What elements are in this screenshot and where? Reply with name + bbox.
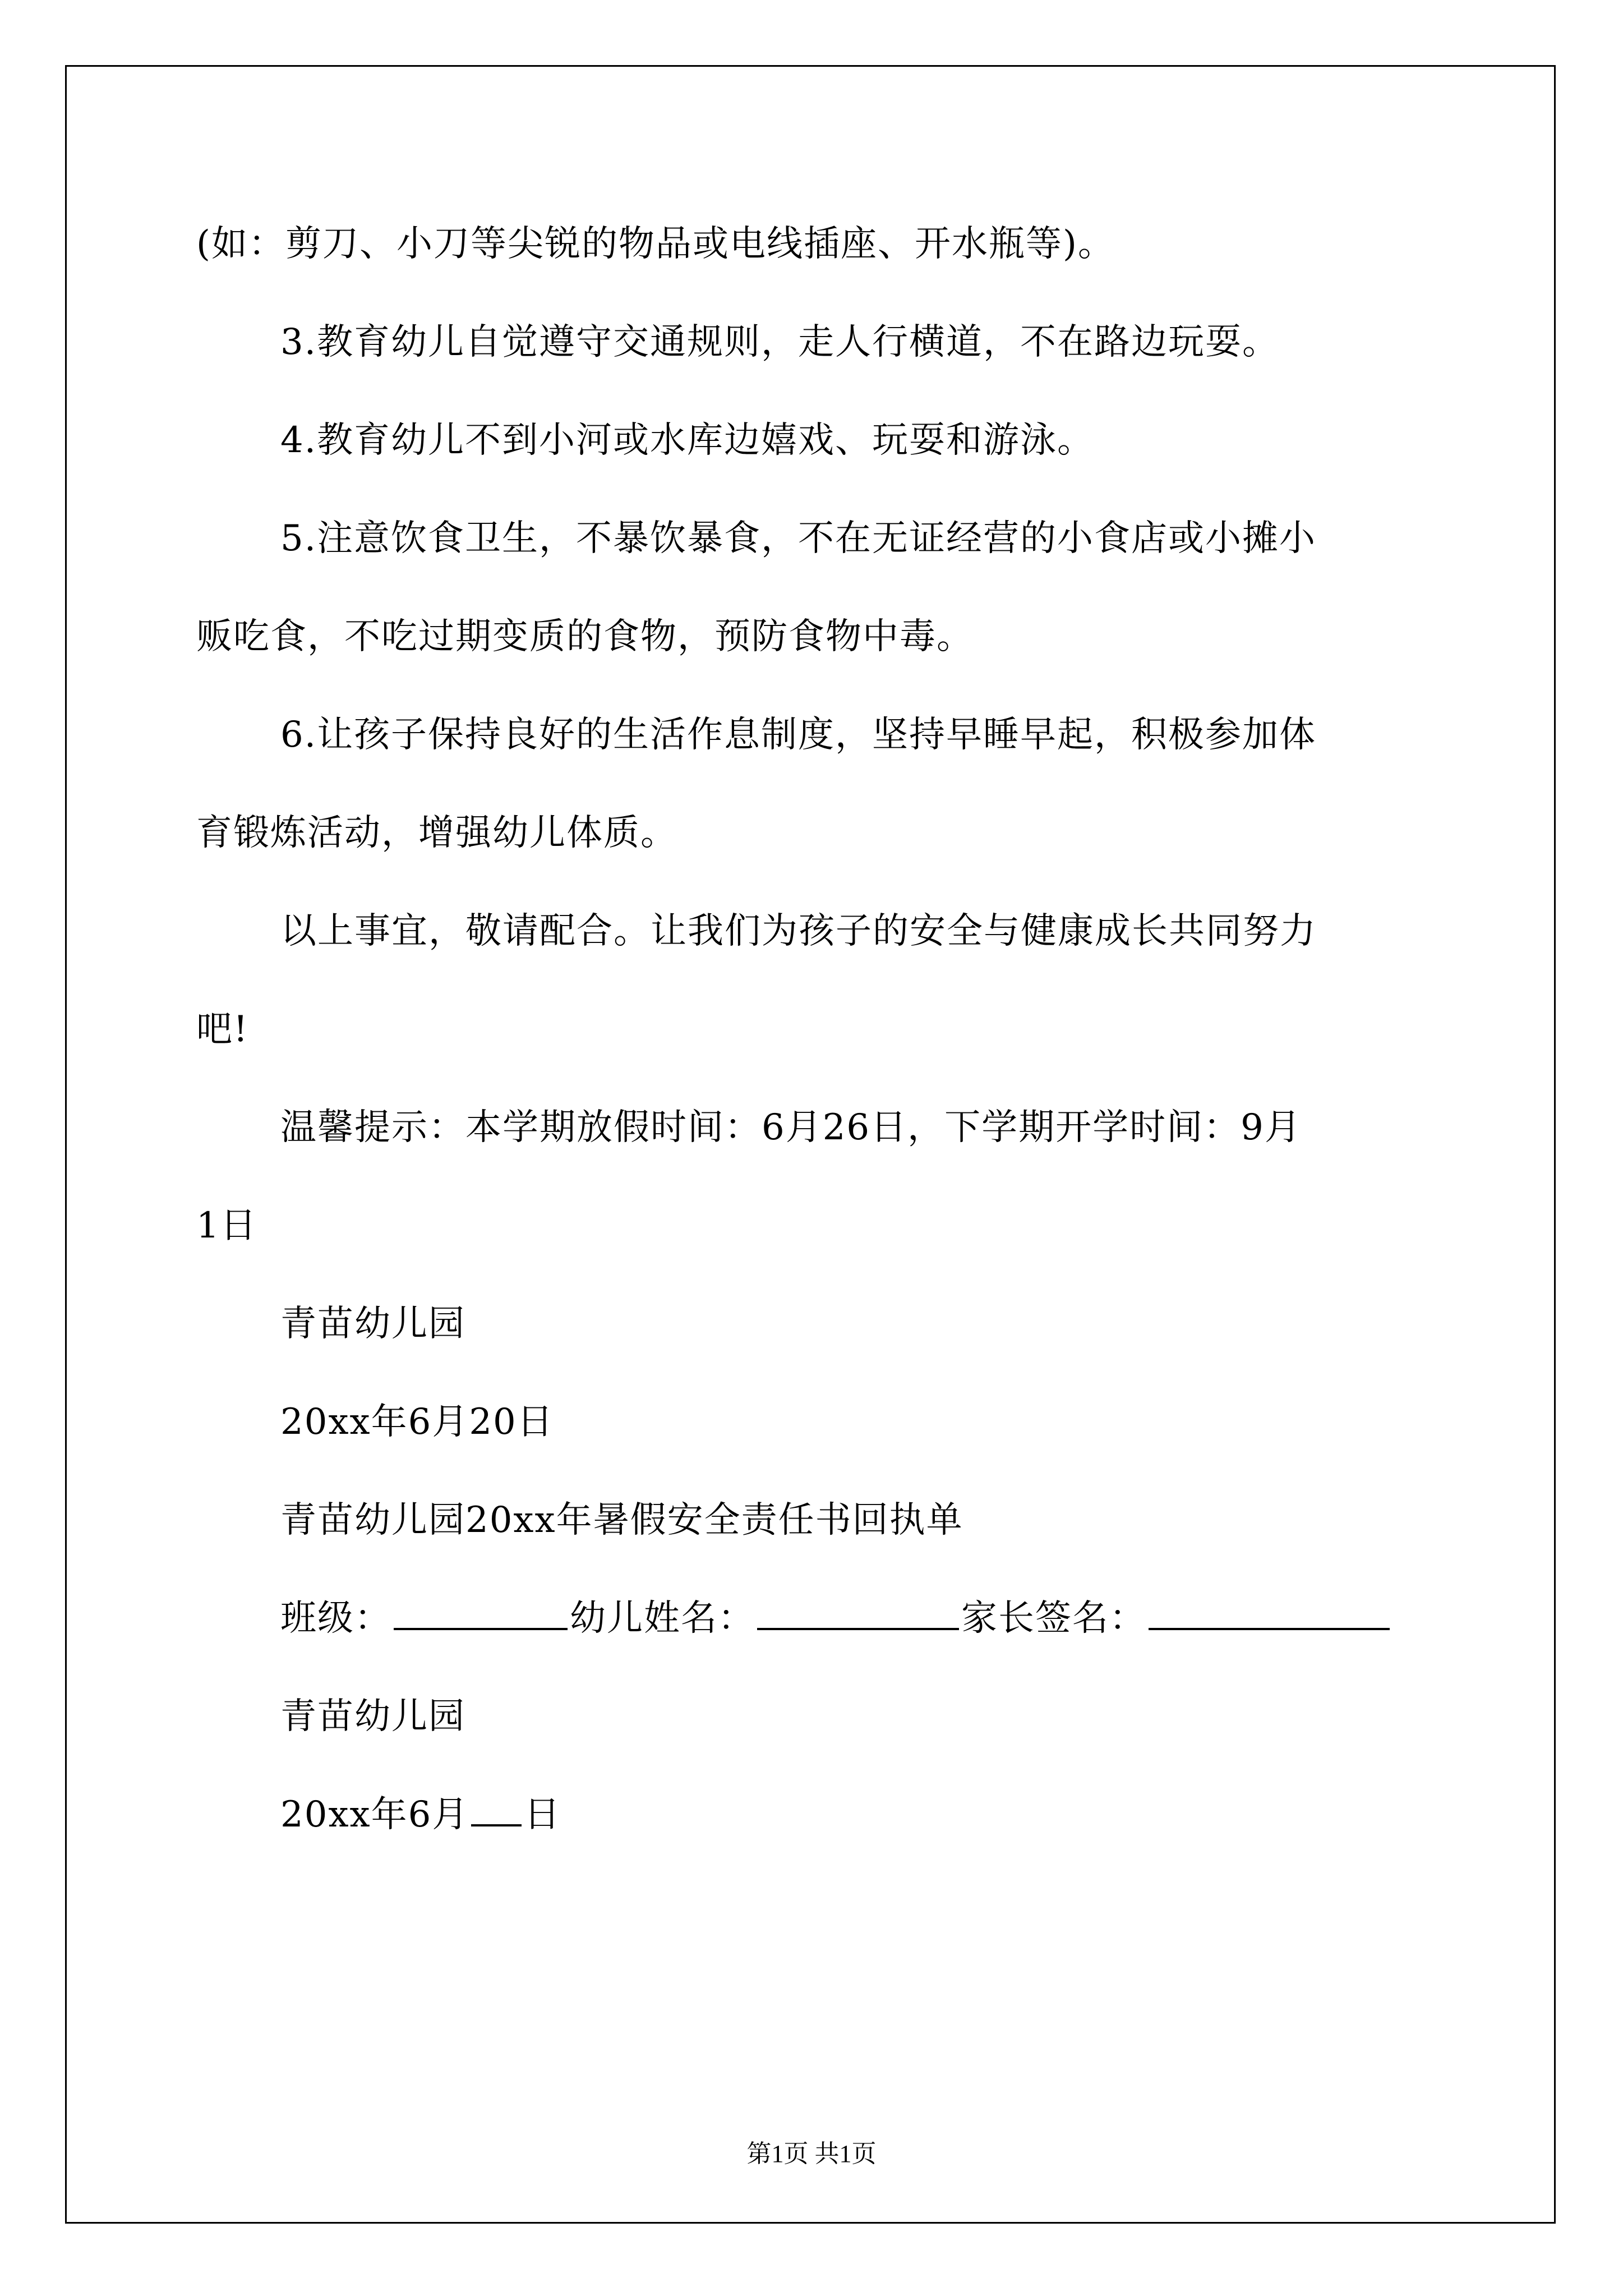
text-line-2: 3.教育幼儿自觉遵守交通规则，走人行横道，不在路边玩耍。 [280,321,1280,363]
parent-signature-blank[interactable] [1149,1598,1390,1630]
class-label: 班级： [280,1598,391,1639]
receipt-form-row [280,1593,1392,1644]
signature-date: 20xx年6月20日 [280,1401,554,1443]
text-line-10: 温馨提示：本学期放假时间：6月26日，下学期开学时间：9月 [280,1107,1302,1148]
parent-signature-label: 家长签名： [961,1598,1146,1639]
child-name-blank[interactable] [757,1598,959,1630]
closing-date [280,1789,561,1840]
page-footer: 第1页 共1页 [746,2140,877,2168]
closing-school: 青苗幼儿园 [280,1696,465,1737]
text-line-11: 1日 [196,1205,257,1246]
text-line-3: 4.教育幼儿不到小河或水库边嬉戏、玩耍和游泳。 [280,420,1095,461]
text-line-4: 5.注意饮食卫生，不暴饮暴食，不在无证经营的小食店或小摊小 [280,518,1317,559]
text-line-9: 吧! [196,1009,249,1050]
child-name-label: 幼儿姓名： [570,1598,755,1639]
receipt-title: 青苗幼儿园20xx年暑假安全责任书回执单 [280,1499,963,1541]
closing-date-prefix: 20xx年6月 [280,1794,469,1835]
text-line-6: 6.让孩子保持良好的生活作息制度，坚持早睡早起，积极参加体 [280,714,1317,756]
text-line-8: 以上事宜，敬请配合。让我们为孩子的安全与健康成长共同努力 [280,910,1317,952]
text-line-7: 育锻炼活动，增强幼儿体质。 [196,812,677,854]
signature-school: 青苗幼儿园 [280,1303,465,1345]
text-line-1: (如：剪刀、小刀等尖锐的物品或电线插座、开水瓶等)。 [196,223,1115,265]
class-blank[interactable] [394,1598,568,1630]
text-line-5: 贩吃食，不吃过期变质的食物，预防食物中毒。 [196,616,974,657]
day-blank[interactable] [471,1794,522,1826]
closing-date-suffix: 日 [524,1794,561,1835]
